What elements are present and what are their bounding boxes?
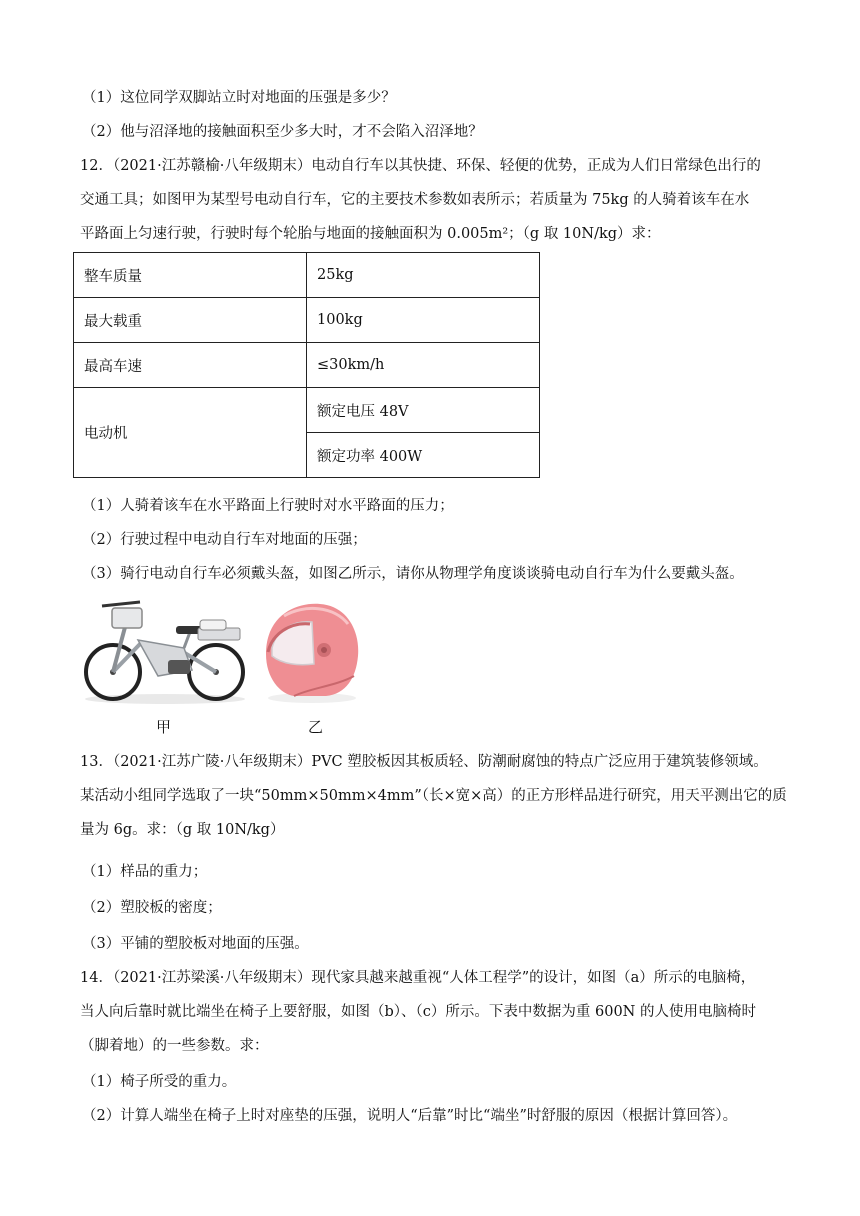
- table-row: [74, 298, 540, 343]
- q12-sub1: （1）人骑着该车在水平路面上行驶时对水平路面的压力；: [82, 498, 454, 514]
- table-cell-value: ≤30km/h: [307, 343, 540, 388]
- table-row: [74, 253, 540, 298]
- q11-sub2: （2）他与沼泽地的接触面积至少多大时，才不会陷入沼泽地？: [82, 124, 483, 140]
- table-cell-value: 25kg: [307, 253, 540, 298]
- q12-line3: 平路面上匀速行驶，行驶时每个轮胎与地面的接触面积为 0.005m²；（g 取 10N/kg）求：: [80, 226, 661, 242]
- table-cell-value: 额定功率 400W: [307, 433, 540, 478]
- q14-line3: （脚着地）的一些参数。求：: [80, 1038, 269, 1054]
- q12-sub2: （2）行驶过程中电动自行车对地面的压强；: [82, 532, 367, 548]
- table-cell-value: 100kg: [307, 298, 540, 343]
- q14-sub2: （2）计算人端坐在椅子上时对座垫的压强，说明人“后靠”时比“端坐”时舒服的原因（根据计算回答）。: [82, 1108, 738, 1124]
- q14-line1: 14．（2021·江苏梁溪·八年级期末）现代家具越来越重视“人体工程学”的设计，如图（a）所示的电脑椅，: [80, 970, 756, 986]
- table-cell-label: 整车质量: [74, 253, 307, 298]
- table-cell-label: 电动机: [74, 388, 307, 478]
- q11-sub1: （1）这位同学双脚站立时对地面的压强是多少？: [82, 90, 396, 106]
- q14-line2: 当人向后靠时就比端坐在椅子上要舒服，如图（b）、（c）所示。下表中数据为重 600N 的人使用电脑椅时: [80, 1004, 756, 1020]
- q12-sub3: （3）骑行电动自行车必须戴头盔，如图乙所示，请你从物理学角度谈谈骑电动自行车为什么要戴头盔。: [82, 566, 744, 582]
- q13-line3: 量为 6g。求：（g 取 10N/kg）: [80, 822, 285, 838]
- table-cell-label: 最大载重: [74, 298, 307, 343]
- table-cell-value: 额定电压 48V: [307, 388, 540, 433]
- table-cell-label: 最高车速: [74, 343, 307, 388]
- q13-sub2: （2）塑胶板的密度；: [82, 900, 222, 916]
- q13-line2: 某活动小组同学选取了一块“50mm×50mm×4mm”（长×宽×高）的正方形样品进行研究，用天平测出它的质: [80, 788, 787, 804]
- figure-caption-a: 甲: [156, 718, 172, 736]
- q13-sub1: （1）样品的重力；: [82, 864, 208, 880]
- table-row: [74, 388, 540, 433]
- spec-table: [73, 252, 540, 478]
- helmet-image: [254, 594, 364, 706]
- figure-caption-b: 乙: [308, 718, 324, 736]
- table-row: [74, 343, 540, 388]
- q14-sub1: （1）椅子所受的重力。: [82, 1074, 237, 1090]
- q12-line1: 12．（2021·江苏赣榆·八年级期末）电动自行车以其快捷、环保、轻便的优势，正成为人们日常绿色出行的: [80, 158, 761, 174]
- q13-line1: 13．（2021·江苏广陵·八年级期末）PVC 塑胶板因其板质轻、防潮耐腐蚀的特点广泛应用于建筑装修领域。: [80, 754, 768, 770]
- q12-line2: 交通工具；如图甲为某型号电动自行车，它的主要技术参数如表所示；若质量为 75kg 的人骑着该车在水: [80, 192, 750, 208]
- q13-sub3: （3）平铺的塑胶板对地面的压强。: [82, 936, 309, 952]
- electric-bike-image: [80, 598, 250, 706]
